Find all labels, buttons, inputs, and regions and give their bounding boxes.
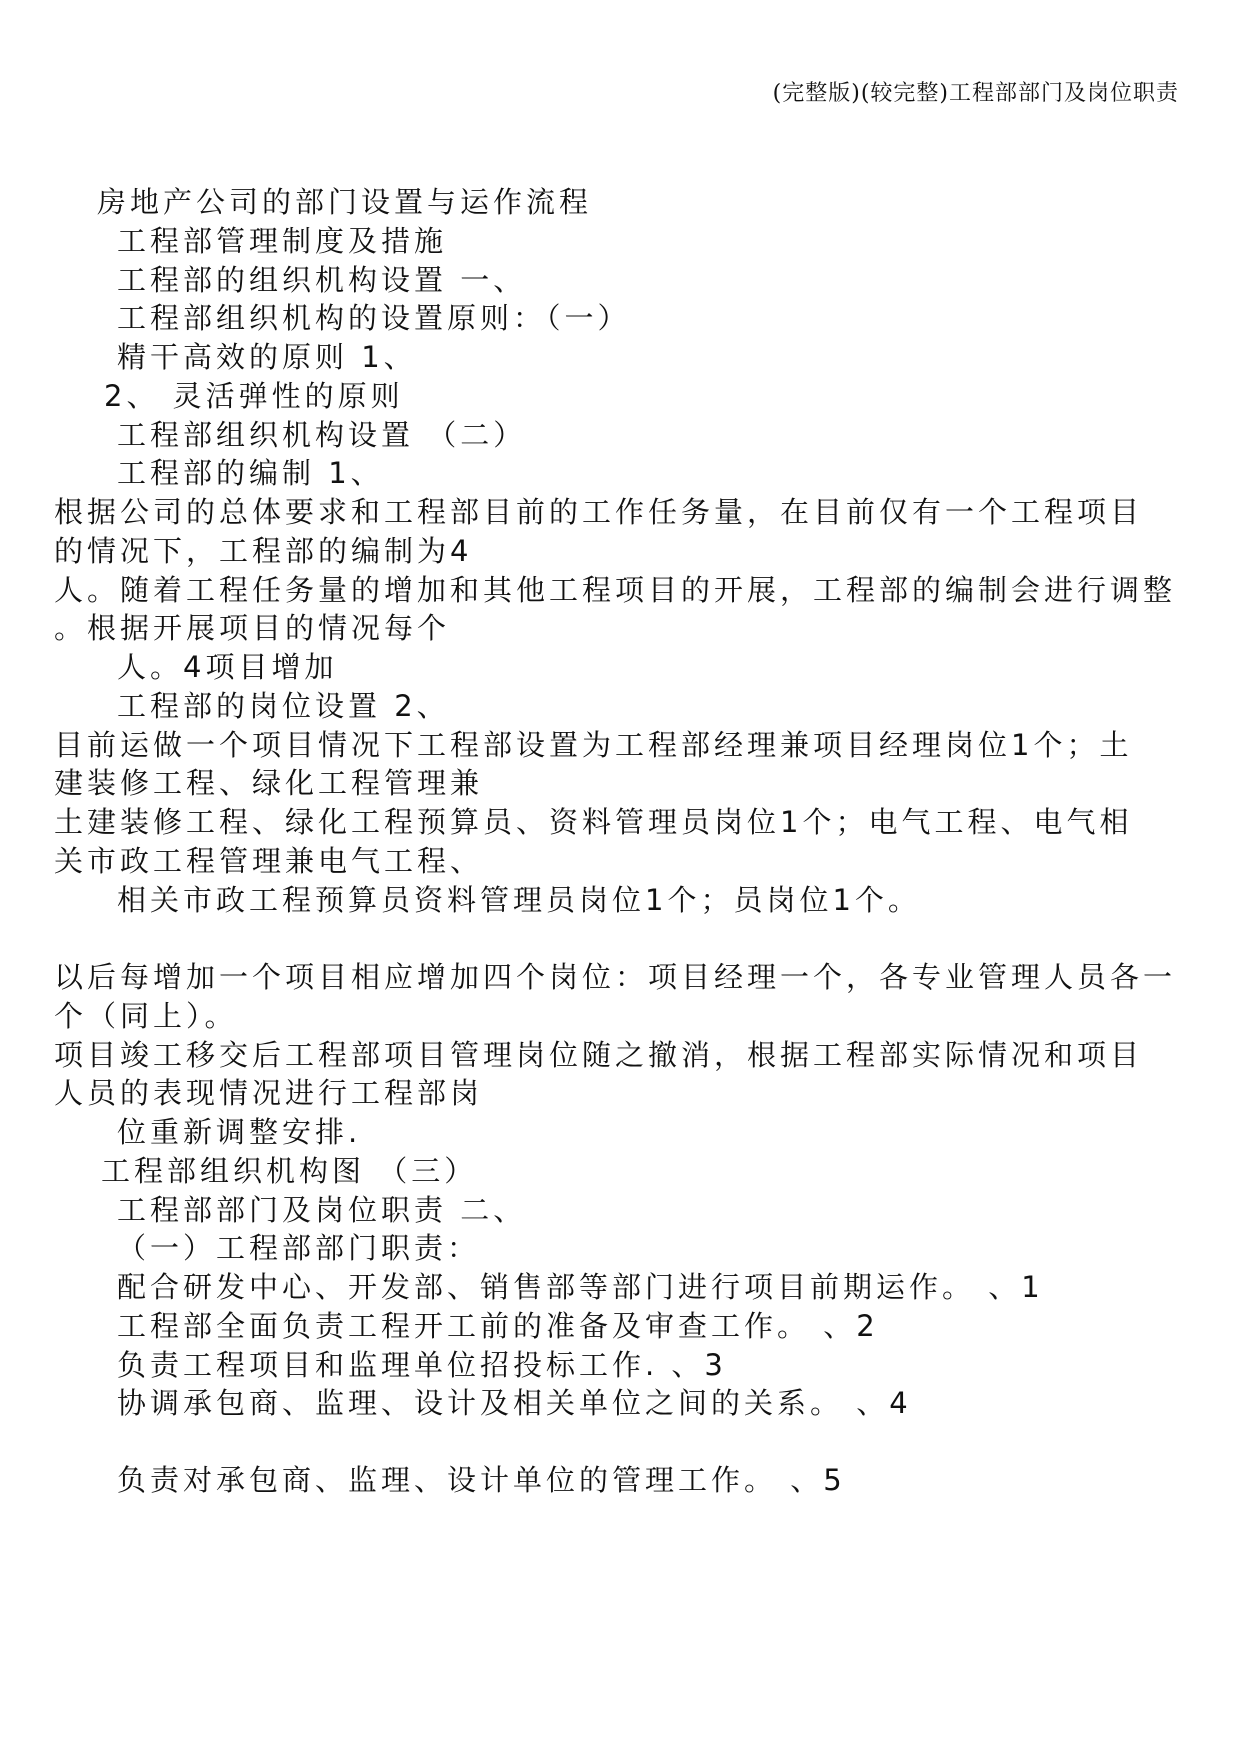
text-line: 。根据开展项目的情况每个: [54, 611, 451, 645]
text-line: 相关市政工程预算员资料管理员岗位1个；员岗位1个。: [117, 883, 921, 917]
text-line: 工程部组织机构图 （三）: [101, 1154, 478, 1188]
text-line: 个（同上）。: [54, 999, 238, 1033]
text-line: 工程部组织机构设置 （二）: [117, 418, 527, 452]
text-line: （一）工程部部门职责：: [117, 1231, 481, 1265]
text-line: 根据公司的总体要求和工程部目前的工作任务量，在目前仅有一个工程项目: [54, 495, 1144, 529]
text-line: 工程部的岗位设置 2、: [117, 689, 450, 723]
text-line: 协调承包商、监理、设计及相关单位之间的关系。 、4: [117, 1386, 912, 1420]
text-line: 工程部组织机构的设置原则：（一）: [117, 301, 631, 335]
text-line: 人员的表现情况进行工程部岗: [54, 1076, 484, 1110]
text-line: 以后每增加一个项目相应增加四个岗位：项目经理一个，各专业管理人员各一: [54, 960, 1177, 994]
text-line: 2、 灵活弹性的原则: [104, 379, 404, 413]
text-line: 工程部的编制 1、: [117, 456, 384, 490]
text-line: 负责工程项目和监理单位招投标工作. 、3: [117, 1348, 727, 1382]
text-line: 配合研发中心、开发部、销售部等部门进行项目前期运作。 、1: [117, 1270, 1044, 1304]
text-line: 土建装修工程、绿化工程预算员、资料管理员岗位1个；电气工程、电气相: [54, 805, 1133, 839]
text-line: 工程部部门及岗位职责 二、: [117, 1193, 527, 1227]
text-line: 人。随着工程任务量的增加和其他工程项目的开展，工程部的编制会进行调整: [54, 573, 1177, 607]
text-line: 关市政工程管理兼电气工程、: [54, 844, 484, 878]
text-line: 精干高效的原则 1、: [117, 340, 417, 374]
text-line: 项目竣工移交后工程部项目管理岗位随之撤消，根据工程部实际情况和项目: [54, 1038, 1144, 1072]
text-line: 位重新调整安排.: [117, 1115, 362, 1149]
text-line: 工程部管理制度及措施: [117, 224, 448, 258]
text-line: 工程部全面负责工程开工前的准备及审查工作。 、2: [117, 1309, 879, 1343]
text-line: 房地产公司的部门设置与运作流程: [97, 185, 593, 219]
text-line: 负责对承包商、监理、设计单位的管理工作。 、5: [117, 1463, 846, 1497]
text-line: 的情况下，工程部的编制为4: [54, 534, 473, 568]
text-line: 建装修工程、绿化工程管理兼: [54, 766, 484, 800]
text-line: 工程部的组织机构设置 一、: [117, 263, 527, 297]
text-line: 目前运做一个项目情况下工程部设置为工程部经理兼项目经理岗位1个；土: [54, 728, 1133, 762]
page-header: (完整版)(较完整)工程部部门及岗位职责: [772, 81, 1179, 106]
text-line: 人。4项目增加: [117, 650, 338, 684]
